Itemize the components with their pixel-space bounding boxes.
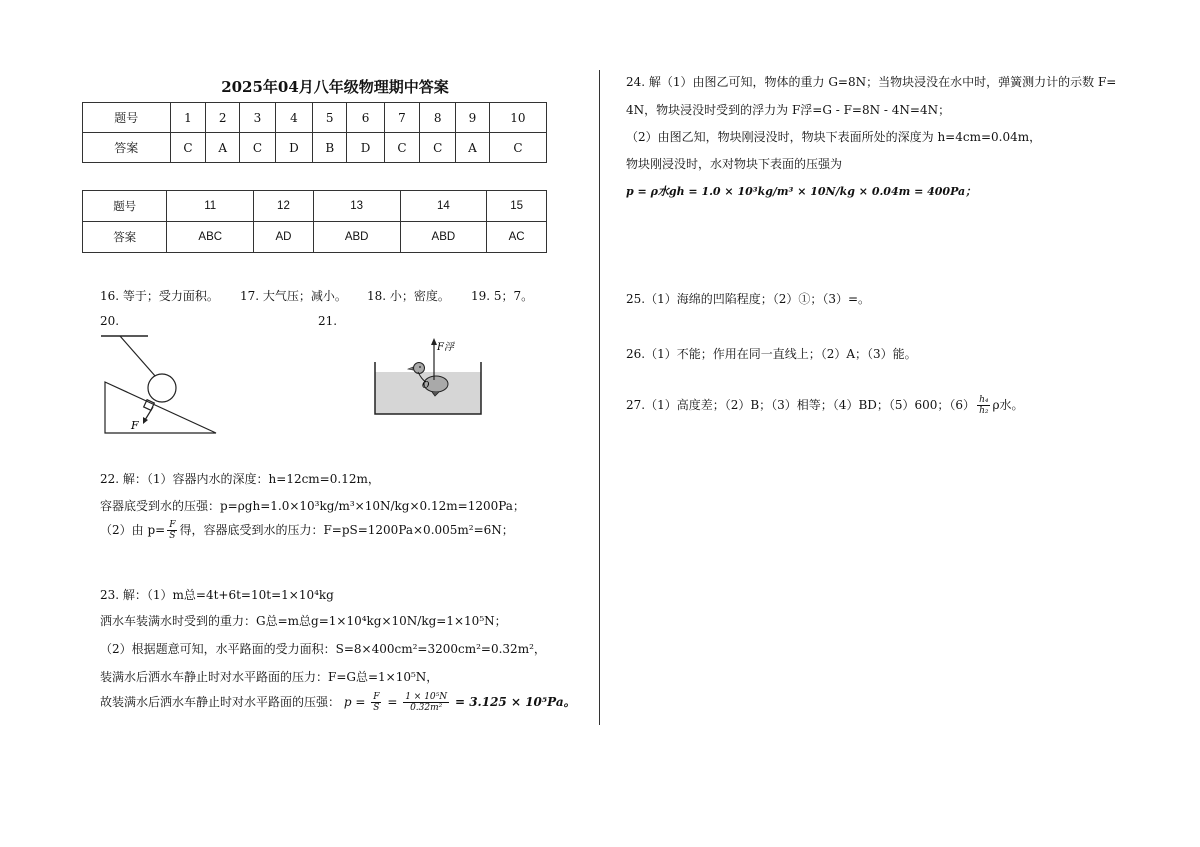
answer-27 <box>626 395 1024 416</box>
question-number: 4 <box>275 103 312 133</box>
answer-16: 16. 等于；受力面积。 <box>100 289 219 303</box>
question-number: 15 <box>487 191 547 222</box>
question-number: 1 <box>170 103 206 133</box>
formula-symbol: p = <box>343 695 366 709</box>
answer-cell: C <box>420 133 456 163</box>
fraction-numerator: F <box>169 520 176 530</box>
question-number: 8 <box>420 103 456 133</box>
fraction-denominator: S <box>373 703 380 713</box>
row-label: 题号 <box>83 103 171 133</box>
answer-table-2 <box>82 190 547 253</box>
answer-22-line-2: 容器底受到水的压强：p=ρgh=1.0×10³kg/m³×10N/kg×0.12m=1200Pa； <box>100 499 525 513</box>
answer-18: 18. 小；密度。 <box>367 289 450 303</box>
question-number: 14 <box>400 191 487 222</box>
fraction-denominator: 0.32m² <box>410 703 443 713</box>
question-number: 6 <box>347 103 384 133</box>
row-label: 题号 <box>83 191 167 222</box>
fraction-numerator: 1 × 10⁵N <box>405 692 448 702</box>
answer-26: 26.（1）不能；作用在同一直线上；（2）A；（3）能。 <box>626 347 917 361</box>
answer-22-line-3 <box>100 520 514 541</box>
question-number: 10 <box>489 103 546 133</box>
answer-cell: D <box>275 133 312 163</box>
answer-cell: C <box>240 133 276 163</box>
question-number: 5 <box>313 103 347 133</box>
answer-24-line-3: （2）由图乙知，物块刚浸没时，物块下表面所处的深度为 h=4cm=0.04m， <box>626 130 1042 144</box>
table-row-answers <box>83 222 547 253</box>
row-label: 答案 <box>83 133 171 163</box>
text-fragment: ρ水。 <box>992 398 1024 412</box>
row-label: 答案 <box>83 222 167 253</box>
answer-cell: AD <box>254 222 314 253</box>
answer-24-line-4: 物块刚浸没时，水对物块下表面的压强为 <box>626 157 843 171</box>
answer-cell: A <box>206 133 240 163</box>
text-fragment: 得，容器底受到水的压力：F=pS=1200Pa×0.005m²=6N； <box>179 523 514 537</box>
text-fragment: （2）由 p= <box>100 523 166 537</box>
formula-result: = 3.125 × 10⁵Pa。 <box>454 695 576 709</box>
fraction <box>167 520 177 541</box>
answer-22-line-1: 22. 解：（1）容器内水的深度：h=12cm=0.12m， <box>100 472 380 486</box>
table-row-answers <box>83 133 547 163</box>
table-row-numbers <box>83 191 547 222</box>
answer-cell: C <box>489 133 546 163</box>
answer-23-line-1: 23. 解：（1）m总=4t+6t=10t=1×10⁴kg <box>100 588 334 602</box>
answer-23-line-4: 装满水后洒水车静止时对水平路面的压力：F=G总=1×10⁵N， <box>100 670 439 684</box>
answer-cell: ABC <box>167 222 254 253</box>
fraction-denominator: S <box>169 531 176 541</box>
text-fragment: 27.（1）高度差；（2）B；（3）相等；（4）BD；（5）600；（6） <box>626 398 976 412</box>
answer-24-line-1: 24. 解（1）由图乙可知，物体的重力 G=8N；当物块浸没在水中时，弹簧测力计的示数 F= <box>626 75 1117 89</box>
answer-cell: D <box>347 133 384 163</box>
force-label: F <box>131 419 139 432</box>
answer-cell: C <box>384 133 420 163</box>
answer-cell: AC <box>487 222 547 253</box>
question-number: 2 <box>206 103 240 133</box>
answer-25: 25.（1）海绵的凹陷程度；（2）①；（3）=。 <box>626 292 871 306</box>
answer-cell: ABD <box>313 222 400 253</box>
column-divider <box>599 70 600 725</box>
answer-24-line-2: 4N，物块浸没时受到的浮力为 F浮=G - F=8N - 4N=4N； <box>626 103 951 117</box>
fraction <box>371 692 381 713</box>
answer-cell: ABD <box>400 222 487 253</box>
text-fragment: 故装满水后洒水车静止时对水平路面的压强： <box>100 695 341 709</box>
floating-duck-diagram <box>372 336 484 418</box>
answer-cell: C <box>170 133 206 163</box>
answer-20-label: 20. <box>100 314 120 328</box>
fraction <box>977 395 990 416</box>
answer-23-line-3: （2）根据题意可知，水平路面的受力面积：S=8×400cm²=3200cm²=0.32m²， <box>100 642 546 656</box>
fraction-numerator: F <box>373 692 380 702</box>
answer-23-line-5 <box>100 692 576 713</box>
fraction-numerator: h₄ <box>979 395 989 405</box>
answer-19: 19. 5；7。 <box>471 289 534 303</box>
page-title: 2025年04月八年级物理期中答案 <box>221 78 449 96</box>
center-point-label: O <box>422 381 430 391</box>
incline-ball-diagram <box>96 332 220 438</box>
answer-23-line-2: 洒水车装满水时受到的重力：G总=m总g=1×10⁴kg×10N/kg=1×10⁵N； <box>100 614 507 628</box>
answer-cell: A <box>456 133 490 163</box>
answer-table-1 <box>82 102 547 163</box>
question-number: 13 <box>313 191 400 222</box>
buoyancy-force-label: F浮 <box>437 342 454 353</box>
fraction <box>403 692 449 713</box>
question-number: 3 <box>240 103 276 133</box>
question-number: 11 <box>167 191 254 222</box>
question-number: 9 <box>456 103 490 133</box>
question-number: 7 <box>384 103 420 133</box>
answer-17: 17. 大气压；减小。 <box>240 289 347 303</box>
question-number: 12 <box>254 191 314 222</box>
answer-21-label: 21. <box>318 314 338 328</box>
answer-24-line-5: p = ρ水gh = 1.0 × 10³kg/m³ × 10N/kg × 0.04m = 400Pa； <box>626 185 977 198</box>
table-row-numbers <box>83 103 547 133</box>
fraction-denominator: h₂ <box>979 406 989 416</box>
answer-cell: B <box>313 133 347 163</box>
equals-sign: = <box>387 695 398 709</box>
